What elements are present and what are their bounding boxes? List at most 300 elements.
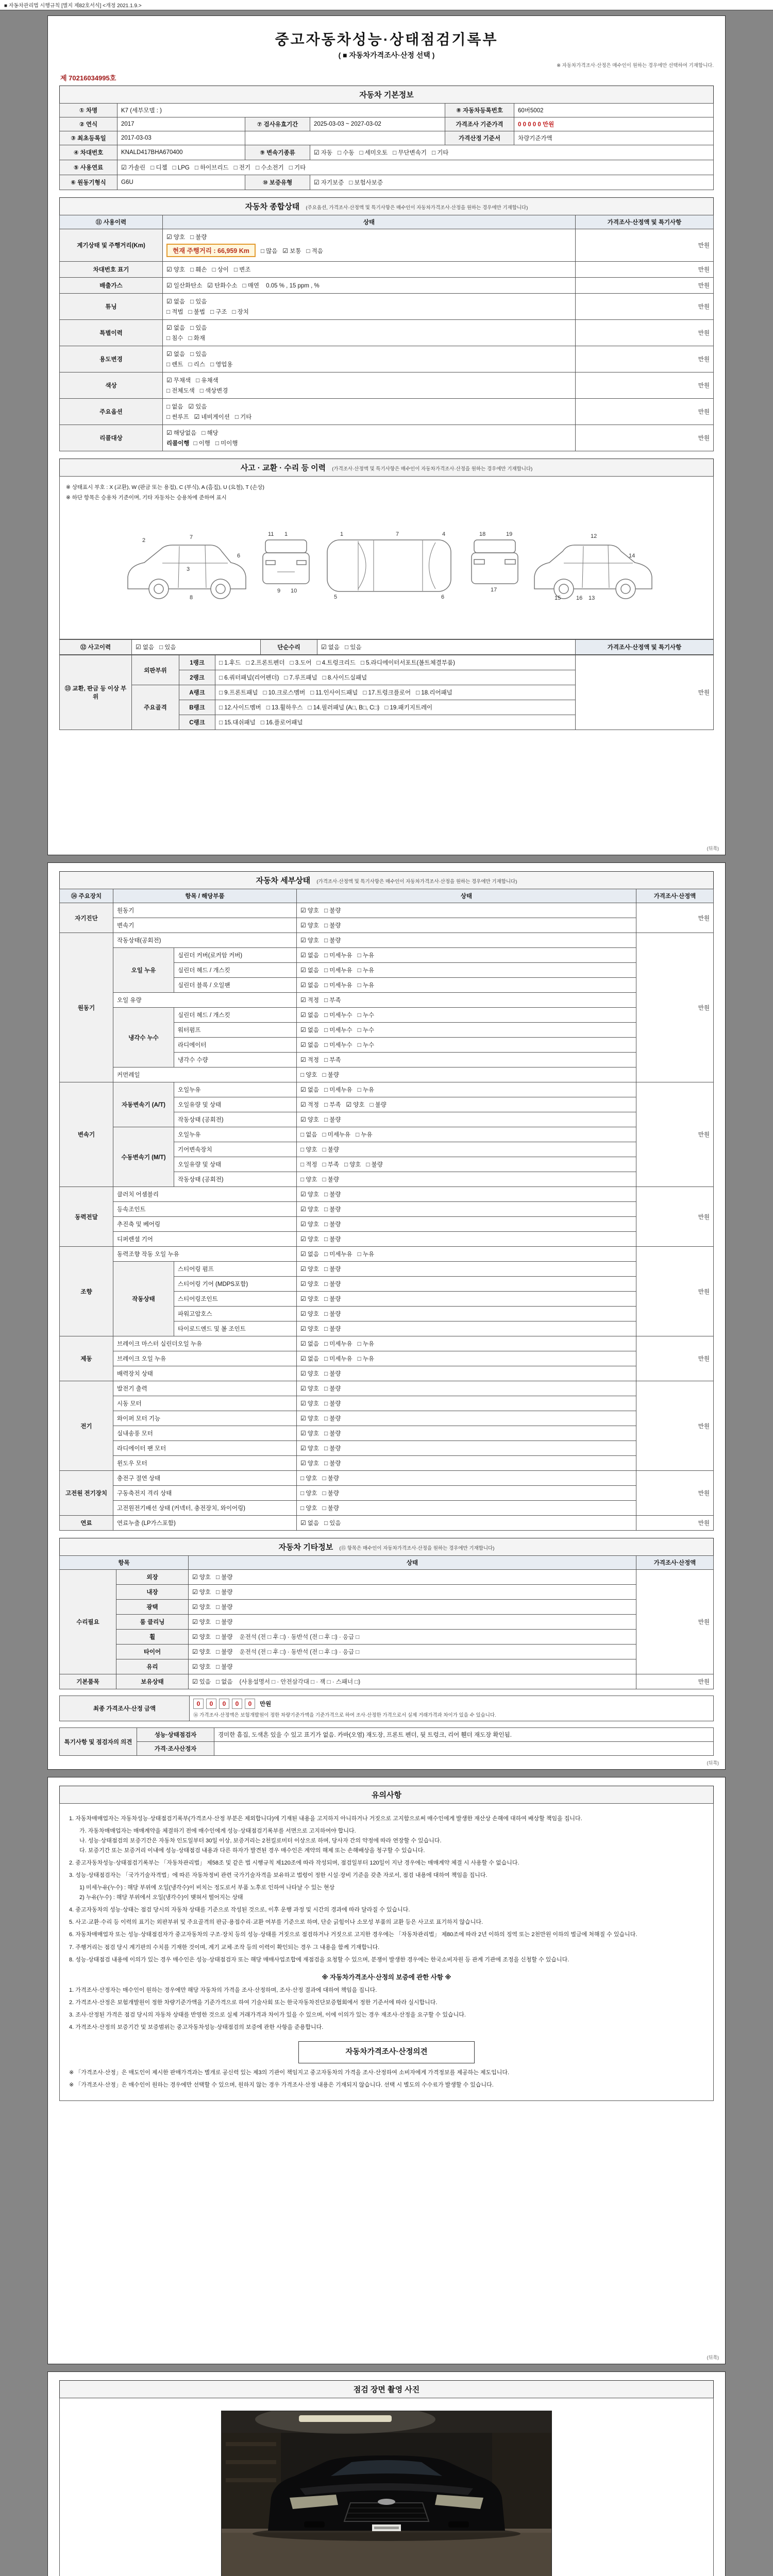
- checkbox-option[interactable]: [300, 1070, 317, 1079]
- svg-text:13: 13: [589, 595, 595, 601]
- checkbox-icon: □: [316, 659, 321, 666]
- checkbox-option[interactable]: [192, 1587, 211, 1597]
- checkbox-option[interactable]: [188, 402, 207, 411]
- checkbox-option[interactable]: [324, 1429, 341, 1438]
- checkbox-option[interactable]: [166, 402, 183, 411]
- checkbox-icon: ☑: [192, 1618, 198, 1625]
- notice-list: [69, 1815, 704, 1964]
- checkbox-option[interactable]: [324, 1444, 341, 1453]
- column-header: ⑪ 사용이력: [60, 215, 163, 229]
- checkbox-option[interactable]: [393, 148, 427, 157]
- checkbox-option[interactable]: [300, 1279, 319, 1289]
- price-advice-box: 자동차가격조사·산정의견: [298, 2041, 475, 2063]
- checkbox-option[interactable]: [166, 333, 183, 343]
- checkbox-option[interactable]: [300, 1249, 319, 1259]
- checkbox-option[interactable]: [317, 658, 356, 667]
- checkbox-option[interactable]: [166, 323, 185, 332]
- status-cell: [297, 1053, 636, 1067]
- checkbox-option[interactable]: [216, 1632, 232, 1641]
- notice-item: 4. 중고자동차의 성능·상태는 점검 당시의 자동차 상태를 기준으로 작성된 것으로, 이후 운행 과정 및 시간의 경과에 따라 달라질 수 있습니다.: [69, 1907, 410, 1913]
- checkbox-option[interactable]: [300, 1444, 319, 1453]
- section-basic-title: 자동차 기본정보: [59, 86, 714, 103]
- checkbox-option[interactable]: [150, 163, 167, 172]
- checkbox-icon: □: [219, 674, 223, 681]
- checkbox-option[interactable]: [321, 642, 340, 652]
- checkbox-option[interactable]: [300, 921, 319, 930]
- checkbox-option[interactable]: [300, 1190, 319, 1199]
- checkbox-option[interactable]: [300, 1399, 319, 1408]
- checkbox-option[interactable]: [300, 1294, 319, 1303]
- checkbox-option[interactable]: [416, 688, 452, 697]
- checkbox-option[interactable]: [310, 688, 358, 697]
- checkbox-option[interactable]: [322, 1160, 339, 1169]
- checkbox-option[interactable]: [300, 1264, 319, 1274]
- checkbox-option[interactable]: [166, 412, 189, 421]
- checkbox-option[interactable]: [300, 1130, 317, 1139]
- device-item: 파워고압호스: [174, 1307, 297, 1321]
- checkbox-option[interactable]: [322, 1145, 339, 1154]
- checkbox-option[interactable]: [324, 1085, 352, 1094]
- checkbox-icon: □: [324, 1250, 328, 1258]
- checkbox-option[interactable]: [300, 951, 319, 960]
- checkbox-option[interactable]: [210, 307, 227, 316]
- checkbox-option[interactable]: [284, 673, 317, 682]
- checkbox-option[interactable]: [300, 1503, 317, 1513]
- checkbox-option[interactable]: [219, 658, 241, 667]
- device-item: 오일누유: [174, 1127, 297, 1142]
- checkbox-option[interactable]: [344, 1160, 361, 1169]
- checkbox-option[interactable]: [300, 1234, 319, 1244]
- checkbox-icon: □: [324, 1310, 328, 1317]
- checkbox-option[interactable]: [300, 1369, 319, 1378]
- checkbox-option[interactable]: [300, 1384, 319, 1393]
- checkbox-option[interactable]: [300, 1518, 319, 1528]
- checkbox-option[interactable]: [324, 1234, 341, 1244]
- checkbox-option[interactable]: [219, 703, 261, 712]
- checkbox-option[interactable]: [200, 386, 228, 395]
- checkbox-option[interactable]: [300, 1324, 319, 1333]
- checkbox-label: 해당: [207, 430, 219, 436]
- column-header: 항목: [60, 1556, 189, 1570]
- checkbox-option[interactable]: [159, 642, 176, 652]
- status-cell: [297, 903, 636, 918]
- checkbox-option[interactable]: [324, 965, 352, 975]
- table-row: [60, 262, 714, 278]
- checkbox-option[interactable]: [190, 297, 207, 306]
- checkbox-option[interactable]: [358, 1010, 374, 1020]
- checkbox-option[interactable]: [300, 1085, 319, 1094]
- checkbox-option[interactable]: [324, 1190, 341, 1199]
- checkbox-option[interactable]: [324, 1354, 352, 1363]
- field-value: 60버5002: [514, 104, 714, 117]
- checkbox-option[interactable]: [215, 438, 238, 448]
- checkbox-option[interactable]: [324, 1100, 341, 1109]
- checkbox-option[interactable]: [194, 412, 230, 421]
- checkbox-option[interactable]: [324, 1369, 341, 1378]
- checkbox-icon: □: [188, 361, 192, 368]
- checkbox-option[interactable]: [166, 349, 185, 359]
- checkbox-option[interactable]: [192, 1602, 211, 1612]
- checkbox-icon: □: [246, 659, 250, 666]
- checkbox-option[interactable]: [300, 1488, 317, 1498]
- status-cell: [297, 1127, 636, 1142]
- checkbox-option[interactable]: [300, 1010, 319, 1020]
- checkbox-option[interactable]: [166, 360, 183, 369]
- checkbox-option[interactable]: [324, 1219, 341, 1229]
- amount-unit: 만원: [260, 1701, 272, 1707]
- etc-group: 기본품목: [60, 1674, 116, 1689]
- checkbox-option[interactable]: [190, 265, 207, 274]
- price-cell: 만원: [576, 262, 714, 278]
- checkbox-option[interactable]: [190, 323, 207, 332]
- checkbox-option[interactable]: [338, 148, 354, 157]
- status-cell: [297, 1112, 636, 1127]
- checkbox-option[interactable]: [266, 703, 303, 712]
- checkbox-label: 누유: [362, 968, 375, 974]
- table-row: [60, 1585, 714, 1600]
- checkbox-option[interactable]: [216, 1647, 232, 1656]
- checkbox-option[interactable]: [324, 1205, 341, 1214]
- checkbox-option[interactable]: [300, 1354, 319, 1363]
- checkbox-option[interactable]: [243, 281, 259, 290]
- checkbox-icon: □: [324, 996, 328, 1004]
- checkbox-option[interactable]: [369, 1100, 386, 1109]
- checkbox-option[interactable]: [300, 936, 319, 945]
- checkbox-option[interactable]: [358, 1085, 374, 1094]
- price-cell: 만원: [636, 933, 714, 1082]
- checkbox-option[interactable]: [314, 178, 344, 187]
- checkbox-option[interactable]: [323, 673, 367, 682]
- checkbox-option[interactable]: [300, 1055, 319, 1064]
- checkbox-icon: □: [357, 1340, 361, 1347]
- checkbox-option[interactable]: [166, 297, 185, 306]
- checkbox-option[interactable]: [300, 980, 319, 990]
- checkbox-icon: ☑: [300, 1026, 306, 1033]
- checkbox-option[interactable]: [356, 1130, 372, 1139]
- checkbox-label: 양호: [199, 1619, 211, 1625]
- checkbox-label: 불량: [329, 1371, 341, 1377]
- checkbox-option[interactable]: [324, 1055, 341, 1064]
- checkbox-option[interactable]: [300, 906, 319, 915]
- checkbox-option[interactable]: [345, 642, 361, 652]
- checkbox-option[interactable]: [324, 951, 352, 960]
- checkbox-label: 디젤: [156, 165, 167, 171]
- checkbox-option[interactable]: [300, 1145, 317, 1154]
- checkbox-option[interactable]: [324, 995, 341, 1005]
- checkbox-option[interactable]: [216, 1587, 232, 1597]
- price-cell: 만원: [636, 1381, 714, 1471]
- checkbox-icon: □: [356, 1131, 360, 1138]
- checkbox-option[interactable]: [322, 1130, 350, 1139]
- checkbox-option[interactable]: [300, 1309, 319, 1318]
- checkbox-option[interactable]: [193, 438, 210, 448]
- checkbox-icon: □: [324, 1385, 328, 1392]
- sheet-4: [47, 2371, 726, 2576]
- checkbox-option[interactable]: [358, 1025, 374, 1035]
- checkbox-label: 불량: [221, 1574, 233, 1581]
- checkbox-icon: □: [359, 149, 363, 156]
- checkbox-option[interactable]: [358, 965, 374, 975]
- checkbox-option[interactable]: [358, 980, 374, 990]
- checkbox-icon: ☑: [300, 937, 306, 944]
- price-header: 가격조사·산정액 및 특기사항: [576, 640, 714, 655]
- checkbox-option[interactable]: [289, 163, 306, 172]
- checkbox-option[interactable]: [322, 1175, 339, 1184]
- checkbox-option[interactable]: [166, 281, 202, 290]
- checkbox-icon: □: [357, 1086, 361, 1093]
- checkbox-option[interactable]: [190, 349, 207, 359]
- status-cell: [297, 1232, 636, 1247]
- checkbox-label: 불량: [327, 1147, 339, 1153]
- checkbox-icon: ☑: [166, 266, 172, 273]
- checkbox-label: 없음: [173, 351, 185, 358]
- price-cell: 만원: [576, 425, 714, 451]
- checkbox-option[interactable]: [192, 1662, 211, 1671]
- checkbox-label: 일산화탄소: [173, 283, 203, 289]
- checkbox-label: 양호: [307, 938, 319, 944]
- checkbox-label: 미세누유: [329, 968, 352, 974]
- checkbox-label: 11.인사이드패널: [315, 690, 358, 696]
- checkbox-option[interactable]: [300, 1025, 319, 1035]
- sheet-footer: (뒤쪽): [707, 2355, 719, 2360]
- checkbox-option[interactable]: [322, 1488, 339, 1498]
- checkbox-option[interactable]: [322, 1473, 339, 1483]
- checkbox-option[interactable]: [216, 1572, 232, 1582]
- checkbox-option[interactable]: [246, 658, 284, 667]
- checkbox-option[interactable]: [235, 412, 251, 421]
- checkbox-option[interactable]: [324, 1294, 341, 1303]
- checkbox-label: 양호: [307, 1311, 319, 1317]
- table-row: [60, 294, 714, 320]
- checkbox-option[interactable]: [300, 1040, 319, 1049]
- checkbox-option[interactable]: [207, 281, 237, 290]
- checkbox-icon: □: [324, 1086, 328, 1093]
- checkbox-label: 양호: [307, 1461, 319, 1467]
- checkbox-option[interactable]: [358, 951, 374, 960]
- checkbox-option[interactable]: [349, 178, 383, 187]
- checkbox-option[interactable]: [192, 1632, 211, 1641]
- checkbox-option[interactable]: [173, 163, 190, 172]
- section-accident-title: 사고 · 교환 · 수리 등 이력 (가격조사·산정액 및 특기사항은 매수인이 자동차가격조사·산정을 원하는 경우에만 기재합니다): [59, 459, 714, 476]
- field-label: ① 차명: [60, 104, 117, 117]
- checkbox-option[interactable]: [300, 1473, 317, 1483]
- checkbox-icon: □: [357, 981, 361, 989]
- checkbox-option[interactable]: [324, 1279, 341, 1289]
- checkbox-option[interactable]: [358, 1354, 374, 1363]
- checkbox-option[interactable]: [324, 1384, 341, 1393]
- checkbox-option[interactable]: [216, 1617, 232, 1626]
- checkbox-option[interactable]: [322, 1503, 339, 1513]
- checkbox-icon: □: [172, 164, 176, 171]
- device-item: 추진축 및 베어링: [113, 1217, 297, 1232]
- checkbox-option[interactable]: [324, 1414, 341, 1423]
- checkbox-label: 18.리어패널: [421, 690, 452, 696]
- checkbox-option[interactable]: [166, 265, 185, 274]
- checkbox-option[interactable]: [216, 1602, 232, 1612]
- checkbox-option[interactable]: [300, 995, 319, 1005]
- table-row: [60, 1411, 714, 1426]
- checkbox-option[interactable]: [166, 428, 196, 437]
- checkbox-option[interactable]: [196, 376, 219, 385]
- checkbox-option[interactable]: [192, 1647, 211, 1656]
- checkbox-icon: □: [324, 981, 328, 989]
- checkbox-icon: □: [322, 1475, 326, 1482]
- checkbox-option[interactable]: [358, 1339, 374, 1348]
- checkbox-option[interactable]: [361, 658, 455, 667]
- checkbox-option[interactable]: [192, 1617, 211, 1626]
- checkbox-label: 탄화수소: [214, 283, 238, 289]
- checkbox-option[interactable]: [358, 1040, 374, 1049]
- checkbox-option[interactable]: [324, 980, 352, 990]
- checkbox-option[interactable]: [324, 1264, 341, 1274]
- checkbox-icon: □: [190, 350, 194, 358]
- checkbox-option[interactable]: [216, 1677, 232, 1686]
- checkbox-label: 8.사이드실패널: [327, 675, 367, 681]
- checkbox-option[interactable]: [263, 688, 305, 697]
- checkbox-option[interactable]: [166, 232, 185, 242]
- checkbox-icon: □: [324, 1101, 328, 1108]
- checkbox-option[interactable]: [234, 265, 250, 274]
- field-label: 색상: [60, 372, 163, 399]
- table-row: [60, 1501, 714, 1516]
- table-row: [60, 1008, 714, 1023]
- line-tail: (사용설명서 □ · 안전삼각대 □ · 잭 □ · 스패너 □): [239, 1679, 361, 1685]
- checkbox-option[interactable]: [359, 148, 388, 157]
- status-cell: [297, 1082, 636, 1097]
- field-label: 성능·상태점검자: [137, 1728, 214, 1742]
- price-cell: 만원: [576, 294, 714, 320]
- checkbox-option[interactable]: [188, 360, 205, 369]
- checkbox-option[interactable]: [324, 921, 341, 930]
- checkbox-option[interactable]: [188, 333, 205, 343]
- checkbox-option[interactable]: [324, 1249, 352, 1259]
- checkbox-option[interactable]: [300, 1115, 319, 1124]
- checkbox-icon: □: [324, 1415, 328, 1422]
- checkbox-option[interactable]: [314, 148, 332, 157]
- checkbox-option[interactable]: [195, 163, 229, 172]
- checkbox-option[interactable]: [300, 1429, 319, 1438]
- checkbox-option[interactable]: [219, 688, 258, 697]
- status-cell: [297, 918, 636, 933]
- checkbox-option[interactable]: [121, 163, 145, 172]
- checkbox-option[interactable]: [136, 642, 154, 652]
- checkbox-option[interactable]: [300, 1414, 319, 1423]
- checkbox-option[interactable]: [324, 1339, 352, 1348]
- checkbox-option[interactable]: [261, 246, 277, 256]
- checkbox-option[interactable]: [300, 1205, 319, 1214]
- checkbox-option[interactable]: [324, 906, 341, 915]
- field-label: ③ 최초등록일: [60, 131, 117, 145]
- checkbox-option[interactable]: [190, 232, 207, 242]
- checkbox-option[interactable]: [322, 1070, 339, 1079]
- checkbox-option[interactable]: [210, 360, 233, 369]
- checkbox-option[interactable]: [358, 1249, 374, 1259]
- checkbox-label: 양호: [307, 1192, 319, 1198]
- checkbox-option[interactable]: [261, 718, 303, 727]
- column-header: 상태: [163, 215, 576, 229]
- checkbox-option[interactable]: [232, 307, 248, 316]
- checkbox-option[interactable]: [366, 1160, 382, 1169]
- checkbox-option[interactable]: [324, 1459, 341, 1468]
- checkbox-option[interactable]: [324, 1025, 352, 1035]
- checkbox-option[interactable]: [324, 936, 341, 945]
- checkbox-option[interactable]: [300, 1219, 319, 1229]
- status-line: [166, 375, 572, 385]
- checkbox-option[interactable]: [234, 163, 250, 172]
- checkbox-option[interactable]: [282, 246, 301, 256]
- status-cell: [297, 963, 636, 978]
- checkbox-option[interactable]: [256, 163, 284, 172]
- checkbox-label: 미세누수: [329, 1012, 352, 1019]
- checkbox-option[interactable]: [300, 1459, 319, 1468]
- checkbox-option[interactable]: [363, 688, 411, 697]
- checkbox-option[interactable]: [324, 1324, 341, 1333]
- status-line: [166, 280, 572, 291]
- checkbox-icon: □: [324, 1056, 328, 1063]
- checkbox-label: 미세누유: [329, 953, 352, 959]
- checkbox-option[interactable]: [219, 673, 279, 682]
- checkbox-option[interactable]: [324, 1115, 341, 1124]
- status-cell: [189, 1570, 636, 1585]
- checkbox-option[interactable]: [201, 428, 218, 437]
- checkbox-option[interactable]: [308, 703, 379, 712]
- checkbox-option[interactable]: [384, 703, 432, 712]
- checkbox-icon: □: [344, 643, 349, 651]
- svg-text:14: 14: [629, 553, 635, 559]
- checkbox-icon: ☑: [166, 350, 172, 358]
- checkbox-icon: □: [232, 308, 236, 315]
- checkbox-option[interactable]: [188, 307, 205, 316]
- checkbox-option[interactable]: [216, 1662, 232, 1671]
- checkbox-option[interactable]: [324, 1399, 341, 1408]
- checkbox-option[interactable]: [324, 1518, 341, 1528]
- checkbox-option[interactable]: [290, 658, 311, 667]
- checkbox-option[interactable]: [300, 1160, 317, 1169]
- checkbox-option[interactable]: [300, 965, 319, 975]
- checkbox-label: 미이행: [221, 440, 238, 447]
- checkbox-label: 불량: [221, 1604, 233, 1611]
- checkbox-option[interactable]: [166, 307, 183, 316]
- checkbox-option[interactable]: [346, 1100, 364, 1109]
- checkbox-option[interactable]: [212, 265, 228, 274]
- checkbox-icon: □: [215, 439, 220, 447]
- checkbox-option[interactable]: [324, 1010, 352, 1020]
- checkbox-icon: □: [357, 1026, 361, 1033]
- checkbox-label: 1.후드: [224, 660, 241, 666]
- checkbox-icon: □: [384, 704, 389, 711]
- checkbox-option[interactable]: [300, 1339, 319, 1348]
- checkbox-option[interactable]: [324, 1309, 341, 1318]
- checkbox-option[interactable]: [219, 718, 256, 727]
- checkbox-option[interactable]: [432, 148, 448, 157]
- checkbox-option[interactable]: [300, 1175, 317, 1184]
- checkbox-label: 없음: [142, 645, 154, 651]
- checkbox-option[interactable]: [300, 1100, 319, 1109]
- checkbox-option[interactable]: [192, 1572, 211, 1582]
- checkbox-option[interactable]: [192, 1677, 211, 1686]
- checkbox-option[interactable]: [166, 386, 195, 395]
- checkbox-option[interactable]: [306, 246, 323, 256]
- checkbox-label: 있음: [350, 645, 362, 651]
- checkbox-option[interactable]: [324, 1040, 352, 1049]
- checkbox-label: 양호: [307, 923, 319, 929]
- price-cell: 만원: [636, 1247, 714, 1336]
- checkbox-label: 양호: [173, 267, 185, 273]
- checkbox-icon: □: [188, 308, 192, 315]
- checkbox-option[interactable]: [166, 376, 191, 385]
- device-item: 충전구 절연 상태: [113, 1471, 297, 1486]
- device-item: 작동상태(공회전): [113, 933, 297, 948]
